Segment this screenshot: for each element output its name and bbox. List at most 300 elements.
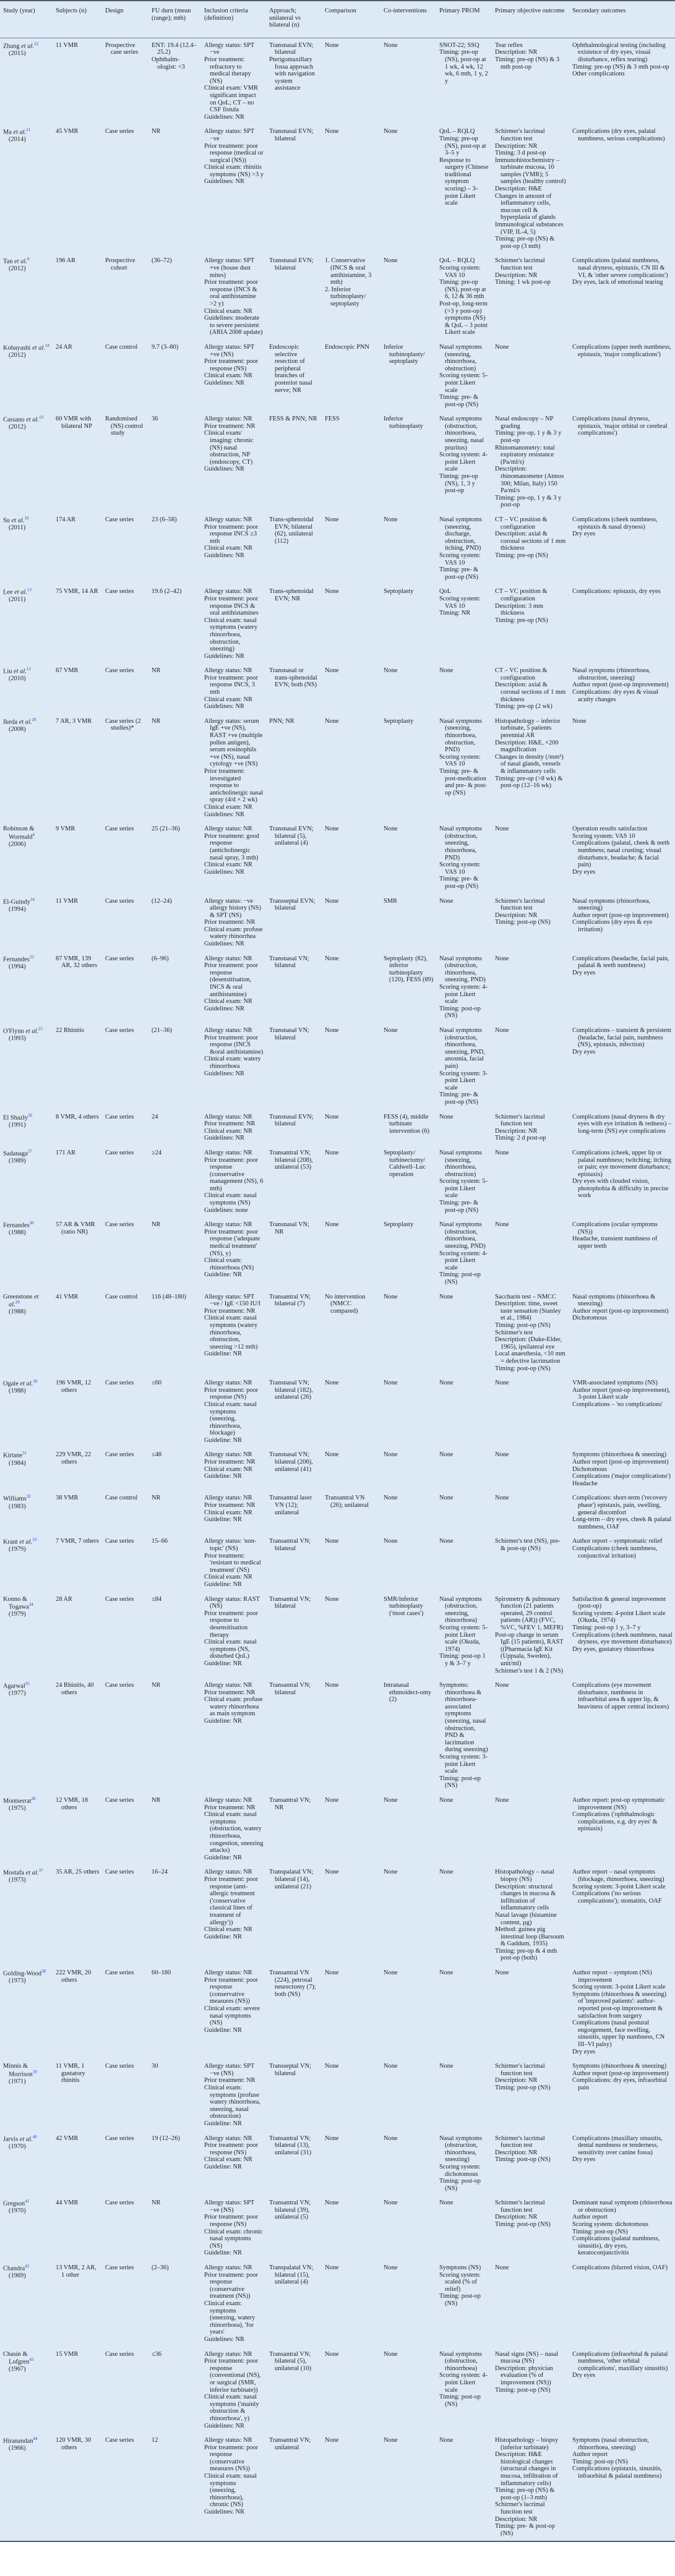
fu-duration-cell xyxy=(148,952,201,1023)
comparison-cell xyxy=(322,2433,380,2541)
inclusion-criteria-line: Guideline: NR xyxy=(204,1271,242,1279)
fu-duration-cell xyxy=(148,38,201,124)
co-interventions-line: None xyxy=(384,1797,398,1804)
secondary-outcomes-line: Complications (nasal dryness, epistaxis, 'major orbital or cerebral complications') xyxy=(572,416,668,437)
primary-objective-line: Description: H&E histological changes (structural changes in mucosa, infiltration of inflammatory cells) xyxy=(495,2451,558,2487)
comparison-cell xyxy=(322,714,380,822)
approach-line: Transantral VN; bilateral (208), unilateral (53) xyxy=(269,1149,313,1171)
secondary-outcomes-line: Complications (cheek numbness, epistaxis & nasal dryness) xyxy=(572,516,658,531)
comparison-cell xyxy=(322,513,380,584)
comparison-line: None xyxy=(325,2135,339,2142)
design-cell xyxy=(102,1448,148,1491)
comparison-cell xyxy=(322,1448,380,1491)
design-cell xyxy=(102,584,148,663)
inclusion-criteria-line: Allergy status: NR xyxy=(204,955,252,962)
fu-duration-line: 23 (6–58) xyxy=(152,516,177,523)
study-year: (1966) xyxy=(9,2445,26,2452)
table-row xyxy=(0,1678,675,1793)
secondary-outcomes-cell xyxy=(569,124,675,254)
subjects-line: 57 AR & VMR (ratio NR) xyxy=(56,1221,95,1235)
secondary-outcomes-cell xyxy=(569,952,675,1023)
approach-cell xyxy=(266,340,322,412)
primary-prom-line: None xyxy=(439,1451,454,1459)
inclusion-criteria-line: Allergy status: NR xyxy=(204,1221,252,1229)
approach-line: Transantral VN; bilateral (5), unilateral (10) xyxy=(269,2350,312,2372)
fu-duration-cell xyxy=(148,340,201,412)
co-interventions-cell xyxy=(380,1448,436,1491)
primary-objective-line: Post-op change in serum IgE (15 patients), RAST ((Pharmacia IgE Kit (Uppsala, Sweden), unit/ml) xyxy=(495,1631,564,1667)
secondary-outcomes-line: Complications (maxillary sinusitis, dental numbness or tenderness, sensitivity over canine fossa) xyxy=(572,2135,663,2156)
primary-objective-line: Description: NR xyxy=(495,2214,538,2221)
comparison-line: No intervention (NMCC compared) xyxy=(325,1293,366,1315)
subjects-line: 87 VMR, 139 AR, 32 others xyxy=(56,955,98,970)
primary-objective-cell xyxy=(492,584,569,663)
primary-objective-cell xyxy=(492,1448,569,1491)
approach-line: Trans-sphenoidal EVN; bilateral (62), unilateral (112) xyxy=(269,516,314,545)
design-line: Case series xyxy=(105,2437,134,2444)
table-row xyxy=(0,38,675,124)
primary-prom-cell xyxy=(436,1110,492,1146)
inclusion-criteria-line: Prior treatment: 'resistant to medical treatment' (NS) xyxy=(204,1552,261,1574)
subjects-cell xyxy=(53,714,102,822)
primary-prom-line: None xyxy=(439,1969,454,1977)
design-line: Case series xyxy=(105,2199,134,2207)
study-author xyxy=(3,1451,50,1459)
primary-objective-line: None xyxy=(495,1027,509,1034)
subjects-cell xyxy=(53,2059,102,2131)
secondary-outcomes-line: Complications (eye movement disturbance, numbness in infraorbital area & upper lip, & heaviness of upper central incisors) xyxy=(572,1682,669,1710)
primary-prom-cell xyxy=(436,1376,492,1448)
primary-prom-cell xyxy=(436,2131,492,2196)
reference-link[interactable]: 32 xyxy=(26,1494,31,1499)
table-row xyxy=(0,254,675,340)
primary-prom-line: Timing: post-op (NS) xyxy=(439,1005,481,1020)
study-year: (1975) xyxy=(9,1805,26,1812)
primary-objective-line: Changes in density (/mm²) of nasal glands, vessels & inflammatory cells xyxy=(495,753,564,775)
fu-duration-line: 25 (21–36) xyxy=(152,825,180,833)
reference-link[interactable]: 31 xyxy=(22,1451,27,1456)
comparison-cell xyxy=(322,2261,380,2347)
study-cell xyxy=(0,1966,53,2059)
approach-line: Transantral VN; bilateral xyxy=(269,1595,311,1610)
inclusion-criteria-cell xyxy=(201,2261,266,2347)
reference-link[interactable]: 43 xyxy=(29,2357,34,2363)
co-interventions-cell xyxy=(380,1110,436,1146)
study-cell xyxy=(0,1534,53,1592)
author-name: Robinson & Wormald xyxy=(3,825,35,841)
inclusion-criteria-line: Guideline: NR xyxy=(204,1580,242,1588)
approach-line: Transnasal EVN; bilateral xyxy=(269,257,314,271)
primary-objective-line: Timing: post-op (NS) xyxy=(495,1321,551,1329)
reference-link[interactable]: 4 xyxy=(32,832,35,837)
inclusion-criteria-cell xyxy=(201,1376,266,1448)
design-line: Case series xyxy=(105,1380,134,1387)
fu-duration-line: 30 xyxy=(152,2063,158,2070)
primary-prom-cell xyxy=(436,952,492,1023)
reference-link[interactable]: 39 xyxy=(32,2069,37,2075)
primary-objective-cell xyxy=(492,1534,569,1592)
primary-prom-line: None xyxy=(439,1797,454,1804)
approach-cell xyxy=(266,1793,322,1865)
study-author xyxy=(3,128,50,136)
inclusion-criteria-line: Guidelines: NR xyxy=(204,2422,244,2429)
reference-link[interactable]: 40 xyxy=(32,2134,37,2139)
inclusion-criteria-line: Prior treatment: NR xyxy=(204,2077,256,2084)
subjects-cell xyxy=(53,1793,102,1865)
secondary-outcomes-cell xyxy=(569,1146,675,1218)
primary-objective-line: Schirmer's lacrimal function test xyxy=(495,1113,545,1128)
secondary-outcomes-cell xyxy=(569,894,675,952)
inclusion-criteria-line: Allergy status: NR xyxy=(204,1797,252,1804)
et-al: et al. xyxy=(14,589,27,596)
primary-prom-cell xyxy=(436,1448,492,1491)
comparison-line: None xyxy=(325,2264,339,2272)
approach-line: Transantral VN (224), petrosal neurectomy (7); both (NS) xyxy=(269,1969,316,1998)
reference-link[interactable]: 30 xyxy=(29,1221,34,1226)
study-cell xyxy=(0,1146,53,1218)
comparison-cell xyxy=(322,38,380,124)
secondary-outcomes-cell xyxy=(569,1290,675,1376)
fu-duration-cell xyxy=(148,714,201,822)
inclusion-criteria-line: Clinical exam: chronic nasal symptoms (NS) xyxy=(204,2228,263,2250)
author-name: Ikeda xyxy=(3,719,18,726)
secondary-outcomes-cell xyxy=(569,1491,675,1534)
subjects-cell xyxy=(53,513,102,584)
study-year: (2011) xyxy=(9,524,26,532)
design-line: Prospective case series xyxy=(105,41,139,56)
approach-cell xyxy=(266,513,322,584)
design-cell xyxy=(102,1966,148,2059)
inclusion-criteria-line: Guidelines: NR xyxy=(204,552,244,559)
reference-link[interactable]: 26 xyxy=(28,1112,33,1118)
secondary-outcomes-line: Nasal symptoms (rhinorrhoea & sneezing) xyxy=(572,1293,656,1308)
table-row xyxy=(0,1448,675,1491)
secondary-outcomes-line: Author report (post-op improvement) xyxy=(572,911,669,919)
primary-prom-line: Nasal symptoms (sneezing, discharge, obstruction, itching, PND) xyxy=(439,516,482,552)
inclusion-criteria-line: Clinical exam: NR xyxy=(204,372,252,380)
primary-objective-cell xyxy=(492,1678,569,1793)
fu-duration-cell xyxy=(148,1592,201,1679)
reference-link[interactable]: 34 xyxy=(28,1602,33,1608)
comparison-cell xyxy=(322,1966,380,2059)
author-name: Konno & Togawa xyxy=(3,1595,29,1611)
reference-link[interactable]: 38 xyxy=(41,1969,46,1974)
table-row xyxy=(0,2347,675,2434)
primary-prom-line: Timing: pre- & post-op (NS) xyxy=(439,566,479,581)
inclusion-criteria-line: Prior treatment: poor response (conservative measures (NS)) xyxy=(204,1976,259,2005)
table-row xyxy=(0,1793,675,1865)
reference-link[interactable]: 41 xyxy=(25,2199,30,2204)
study-cell xyxy=(0,2347,53,2434)
header-subjects: Subjects (n) xyxy=(56,7,87,14)
inclusion-criteria-cell xyxy=(201,2433,266,2541)
study-cell xyxy=(0,2433,53,2541)
subjects-cell xyxy=(53,340,102,412)
inclusion-criteria-line: Clinical exam: NR xyxy=(204,2156,252,2164)
comparison-cell xyxy=(322,1218,380,1289)
inclusion-criteria-line: Guidelines: NR xyxy=(204,1135,244,1142)
inclusion-criteria-line: Prior treatment: NR xyxy=(204,1459,256,1466)
fu-duration-line: 116 (48–180) xyxy=(152,1293,186,1300)
primary-objective-line: Schirmer's test 1 & 2 (NS) xyxy=(495,1667,564,1674)
inclusion-criteria-line: Guidelines: NR xyxy=(204,940,244,948)
study-year: (1979) xyxy=(9,1546,26,1553)
primary-objective-line: CT – VC position & configuration xyxy=(495,588,548,602)
co-interventions-line: Intranasal ethmoidect-omy (2) xyxy=(384,1682,432,1704)
reference-link[interactable]: 27 xyxy=(27,1148,32,1154)
co-interventions-line: None xyxy=(384,257,398,265)
header-primary-prom: Primary PROM xyxy=(439,7,480,14)
inclusion-criteria-cell xyxy=(201,1290,266,1376)
co-interventions-line: None xyxy=(384,1538,398,1545)
primary-objective-line: None xyxy=(495,2264,509,2272)
co-interventions-cell xyxy=(380,2196,436,2261)
co-interventions-line: None xyxy=(384,2135,398,2142)
primary-objective-line: CT – VC position & configuration xyxy=(495,667,548,681)
study-cell xyxy=(0,1793,53,1865)
subjects-line: 174 AR xyxy=(56,516,76,523)
comparison-cell xyxy=(322,1146,380,1218)
reference-link[interactable]: 20 xyxy=(32,717,37,722)
primary-objective-line: Method: guinea pig intestinal loop (Barsoum & Gaddum, 1935) xyxy=(495,1926,564,1948)
comparison-line: FESS xyxy=(325,416,340,423)
primary-objective-cell xyxy=(492,2059,569,2131)
co-interventions-line: None xyxy=(384,1380,398,1387)
primary-prom-cell xyxy=(436,2433,492,2541)
primary-prom-line: Nasal symptoms (obstruction, rhinorrhoea, sneezing, PND, anosmia, facial pain) xyxy=(439,1027,485,1070)
approach-line: Transantral VN; NR xyxy=(269,1797,311,1811)
study-author xyxy=(3,2437,50,2445)
inclusion-criteria-line: Allergy status: NR xyxy=(204,667,252,675)
primary-prom-line: QoL – RQLQ xyxy=(439,128,475,135)
inclusion-criteria-line: Clinical exam: NR xyxy=(204,545,252,552)
primary-prom-cell xyxy=(436,1534,492,1592)
co-interventions-cell xyxy=(380,38,436,124)
inclusion-criteria-cell xyxy=(201,340,266,412)
inclusion-criteria-line: Guideline: NR xyxy=(204,2026,242,2034)
author-name: Mostafa xyxy=(3,1869,25,1877)
comparison-line: None xyxy=(325,717,339,725)
secondary-outcomes-line: Complications (epistaxis, sinusitis, infraorbital & palatal numbness) xyxy=(572,2465,662,2480)
secondary-outcomes-line: Complications – transient & persistent (headache, facial pain, numbness (NS), epistaxis, infection) xyxy=(572,1027,671,1049)
design-cell xyxy=(102,1592,148,1679)
primary-objective-line: Description: H&E, ×200 magnification xyxy=(495,739,559,754)
inclusion-criteria-line: Allergy status: NR xyxy=(204,2135,252,2142)
comparison-cell xyxy=(322,1290,380,1376)
secondary-outcomes-line: Dry eyes xyxy=(572,2156,596,2164)
primary-objective-cell xyxy=(492,2261,569,2347)
inclusion-criteria-line: Allergy status: RAST (NS) xyxy=(204,1595,260,1610)
co-interventions-line: None xyxy=(384,2437,398,2444)
secondary-outcomes-line: VMR-associated symptoms (NS) xyxy=(572,1380,658,1387)
co-interventions-line: None xyxy=(384,516,398,523)
subjects-line: 11 VMR xyxy=(56,41,79,49)
approach-line: Transnasal or trans-sphenoidal EVN; both (NS) xyxy=(269,667,317,689)
primary-objective-line: Timing: pre-op, 1 y & 3 y post-op xyxy=(495,494,562,509)
study-year: (1970) xyxy=(9,2143,26,2150)
author-name: El Shazly xyxy=(3,1114,28,1121)
secondary-outcomes-line: Dry eyes xyxy=(572,969,596,976)
inclusion-criteria-line: Prior treatment: poor response (NS) xyxy=(204,2214,259,2228)
fu-duration-cell xyxy=(148,1491,201,1534)
author-name: Liu xyxy=(3,668,12,675)
primary-prom-cell xyxy=(436,1218,492,1289)
author-name: Zhang xyxy=(3,43,20,50)
table-row xyxy=(0,412,675,513)
co-interventions-cell xyxy=(380,1865,436,1966)
reference-link[interactable]: 36 xyxy=(31,1796,36,1801)
author-name: Fernandes xyxy=(3,956,30,963)
design-cell xyxy=(102,124,148,254)
co-interventions-cell xyxy=(380,952,436,1023)
secondary-outcomes-line: Scoring system: 3-point Likert scale xyxy=(572,1883,666,1890)
comparison-line: None xyxy=(325,41,339,49)
primary-objective-line: Schirmer's lacrimal function test xyxy=(495,2063,545,2077)
co-interventions-cell xyxy=(380,2059,436,2131)
secondary-outcomes-line: Author report – symptom (NS) improvement xyxy=(572,1969,652,1984)
primary-objective-line: None xyxy=(495,1380,509,1387)
design-cell xyxy=(102,1376,148,1448)
secondary-outcomes-line: Complications ('ophthalmologic complications, e.g. dry eyes' & epistaxis) xyxy=(572,1811,658,1833)
secondary-outcomes-line: Complications: dry eyes, infraorbital pain xyxy=(572,2077,667,2091)
inclusion-criteria-line: Clinical exam: nasal symptoms (watery rhinorrhoea, obstruction, sneezing) xyxy=(204,616,258,653)
secondary-outcomes-line: Symptoms (nasal obstruction, rhinorrhoea, sneezing) xyxy=(572,2437,649,2451)
reference-link[interactable]: 25 xyxy=(38,1026,43,1031)
fu-duration-line: 60–180 xyxy=(152,1969,171,1977)
study-year: (1994) xyxy=(9,905,26,913)
inclusion-criteria-line: Clinical exam: NR xyxy=(204,1127,252,1135)
study-year: (2012) xyxy=(9,265,26,273)
reference-link[interactable]: 42 xyxy=(25,2264,30,2269)
table-row xyxy=(0,1290,675,1376)
inclusion-criteria-line: Allergy status: 'non-topic' (NS) xyxy=(204,1538,257,1552)
inclusion-criteria-line: Clinical exam: nasal symptoms (watery rhinorrhoea, obstruction, sneezing >12 mth) xyxy=(204,1315,258,1350)
table-row xyxy=(0,584,675,663)
inclusion-criteria-line: Allergy status: NR xyxy=(204,1869,252,1876)
co-interventions-cell xyxy=(380,254,436,340)
reference-link[interactable]: 24 xyxy=(30,897,35,902)
primary-objective-cell xyxy=(492,1110,569,1146)
primary-objective-cell xyxy=(492,1491,569,1534)
fu-duration-cell xyxy=(148,2261,201,2347)
inclusion-criteria-line: Guidelines: moderate to severe persistent (ARIA 2008 update) xyxy=(204,315,263,336)
subjects-line: 8 VMR, 4 others xyxy=(56,1113,99,1120)
reference-link[interactable]: 28 xyxy=(33,1379,38,1384)
co-interventions-line: None xyxy=(384,128,398,135)
study-cell xyxy=(0,894,53,952)
comparison-line: None xyxy=(325,1149,339,1156)
inclusion-criteria-line: Clinical exam: NR xyxy=(204,1509,252,1516)
approach-cell xyxy=(266,1146,322,1218)
inclusion-criteria-line: Prior treatment: poor response INCS, 3 mth xyxy=(204,674,259,696)
inclusion-criteria-line: Allergy status: −ve allergy history (NS) & SPT (NS) xyxy=(204,897,261,919)
secondary-outcomes-line: Dry eyes with clouded vision, photophobia & difficulty in precise work xyxy=(572,1178,669,1200)
secondary-outcomes-line: Author report – symptomatic relief xyxy=(572,1538,663,1545)
primary-objective-cell xyxy=(492,1218,569,1289)
secondary-outcomes-cell xyxy=(569,2059,675,2131)
reference-link[interactable]: 18 xyxy=(45,343,49,348)
author-name: Ogale xyxy=(3,1380,19,1388)
reference-link[interactable]: 10 xyxy=(24,516,29,521)
comparison-cell xyxy=(322,2347,380,2434)
design-line: Case control xyxy=(105,1293,138,1300)
secondary-outcomes-line: Other complications xyxy=(572,70,625,78)
table-row xyxy=(0,1110,675,1146)
inclusion-criteria-line: Clinical exam: NR xyxy=(204,1574,252,1581)
reference-link[interactable]: 22 xyxy=(33,41,38,46)
primary-objective-line: Rhinomanometry: total expiratory resistance (Pa/ml/s) xyxy=(495,444,555,466)
study-author xyxy=(3,667,50,675)
secondary-outcomes-line: Symptoms (rhinorrhoea & sneezing) of 'improved patients': author-reported post-op improvement & satisfaction from surgery xyxy=(572,1990,667,2019)
primary-prom-line: SNOT-22; SSQ xyxy=(439,41,479,49)
subjects-line: 7 AR, 3 VMR xyxy=(56,717,92,725)
reference-link[interactable]: 29 xyxy=(15,1300,20,1305)
primary-prom-line: Scoring system: 5-point Likert scale xyxy=(439,1178,488,1200)
primary-prom-cell xyxy=(436,38,492,124)
design-line: Case series xyxy=(105,516,134,523)
reference-link[interactable]: 35 xyxy=(25,1681,30,1687)
inclusion-criteria-line: Allergy status: SPT −ve xyxy=(204,128,255,142)
secondary-outcomes-cell xyxy=(569,584,675,663)
primary-objective-line: Timing: pre-op (2 wk) xyxy=(495,703,552,710)
reference-link[interactable]: 19 xyxy=(39,415,44,420)
approach-line: Transnasal VN; bilateral (206), unilateral (41) xyxy=(269,1451,313,1473)
primary-objective-line: Description: (Duke-Elder, 1965), ipsilateral eye xyxy=(495,1336,562,1350)
primary-prom-line: Scoring system: 4-point Likert scale xyxy=(439,2372,488,2394)
subjects-line: 24 Rhinitis, 40 others xyxy=(56,1682,94,1696)
design-cell xyxy=(102,1534,148,1592)
reference-link[interactable]: 12 xyxy=(26,667,31,672)
comparison-line: None xyxy=(325,1869,339,1876)
approach-line: Transseptal VN; bilateral xyxy=(269,2063,311,2077)
inclusion-criteria-line: Guideline: NR xyxy=(204,2250,242,2257)
inclusion-criteria-line: Allergy status: NR xyxy=(204,1969,252,1977)
fu-duration-line: (2–36) xyxy=(152,2264,169,2272)
primary-objective-line: Timing: pre-op, 1 y & 3 y post-op xyxy=(495,430,562,445)
primary-objective-line: Description: NR xyxy=(495,271,538,279)
author-name: Cassano xyxy=(3,416,25,424)
reference-link[interactable]: 33 xyxy=(32,1537,37,1543)
primary-objective-line: Timing: 2 d post-op xyxy=(495,1135,546,1142)
approach-line: Transantral laser VN (12); unilateral xyxy=(269,1495,312,1516)
secondary-outcomes-cell xyxy=(569,254,675,340)
fu-duration-cell xyxy=(148,894,201,952)
primary-prom-cell xyxy=(436,1966,492,2059)
study-author xyxy=(3,718,50,726)
co-interventions-cell xyxy=(380,2347,436,2434)
reference-link[interactable]: 23 xyxy=(29,954,34,960)
inclusion-criteria-line: Guidelines: NR xyxy=(204,1070,244,1077)
primary-objective-line: Description: NR xyxy=(495,1127,538,1135)
primary-prom-cell xyxy=(436,663,492,714)
subjects-cell xyxy=(53,1023,102,1110)
reference-link[interactable]: 13 xyxy=(27,587,32,593)
reference-link[interactable]: 9 xyxy=(27,257,30,262)
inclusion-criteria-line: Guideline: NR xyxy=(204,1718,242,1725)
reference-link[interactable]: 37 xyxy=(38,1868,43,1874)
fu-duration-line: 16–24 xyxy=(152,1869,168,1876)
primary-objective-line: Description: NR xyxy=(495,2077,538,2084)
primary-objective-cell xyxy=(492,1023,569,1110)
design-line: Case series (2 studies)* xyxy=(105,717,141,732)
reference-link[interactable]: 44 xyxy=(33,2436,38,2442)
co-interventions-cell xyxy=(380,663,436,714)
primary-objective-line: Schirmer's lacrimal function test xyxy=(495,257,545,271)
reference-link[interactable]: 21 xyxy=(26,127,31,133)
inclusion-criteria-line: Allergy status: SPT +ve (NS) xyxy=(204,343,255,358)
inclusion-criteria-line: Guidelines: none xyxy=(204,1206,248,1214)
comparison-cell xyxy=(322,1865,380,1966)
